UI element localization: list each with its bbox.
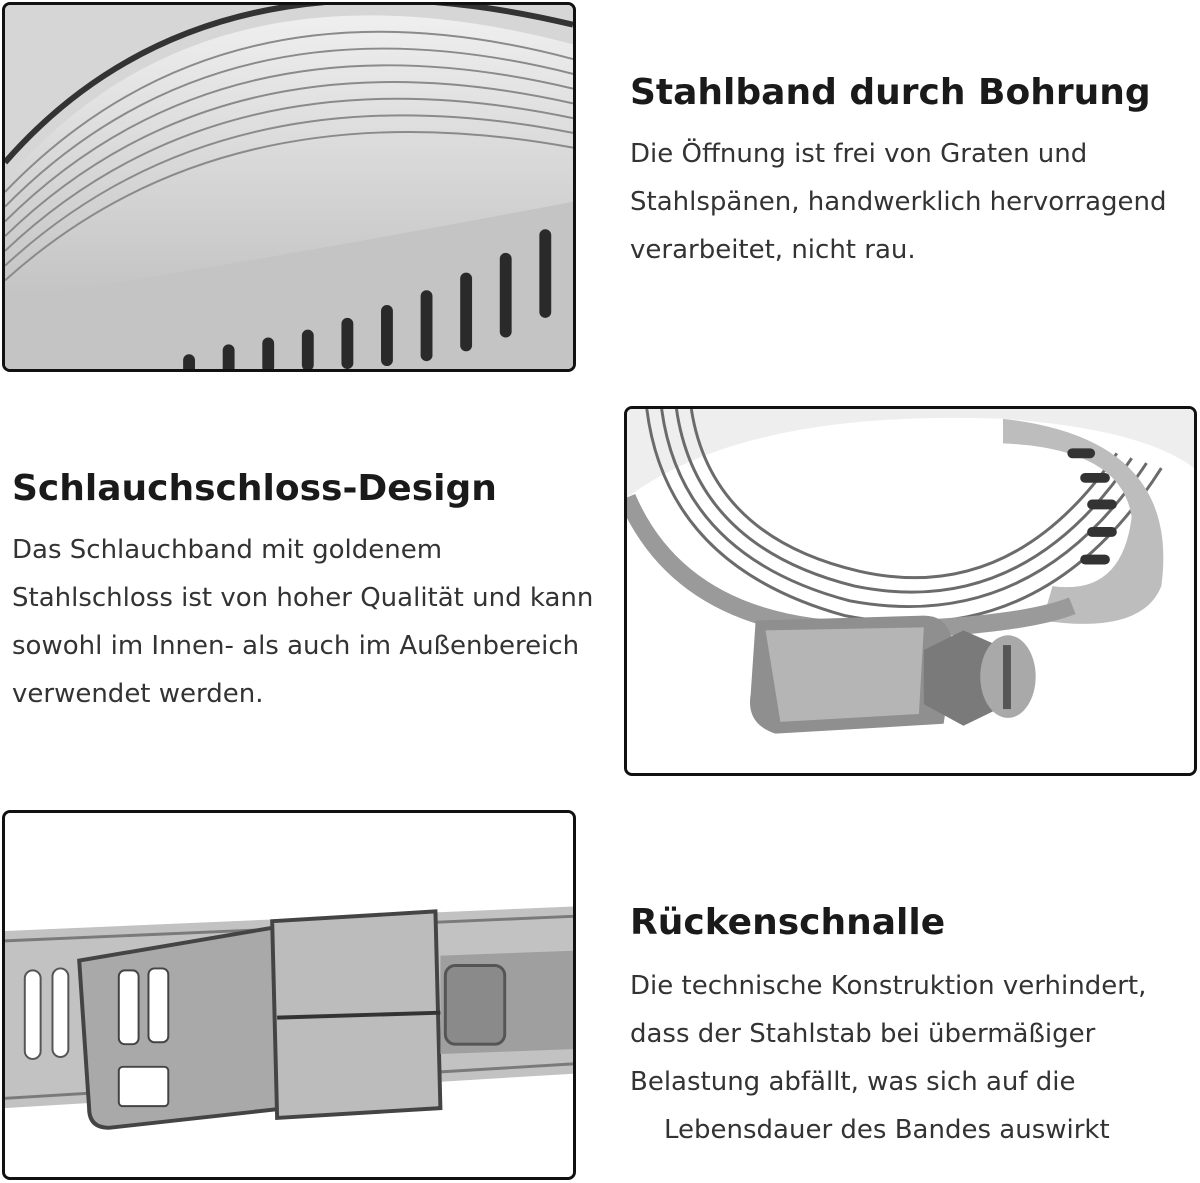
description-line: Belastung abfällt, was sich auf die — [630, 1067, 1076, 1097]
section-description — [12, 526, 593, 718]
description-line: verwendet werden. — [12, 679, 264, 709]
steel-band-coil-photo — [2, 2, 576, 372]
description-line: Stahlschloss ist von hoher Qualität und kann — [12, 583, 594, 613]
section-title: Rückenschnalle — [630, 902, 946, 943]
section-title: Stahlband durch Bohrung — [630, 72, 1151, 113]
hose-clamp-lock-photo — [624, 406, 1197, 776]
description-line: dass der Stahlstab bei übermäßiger — [630, 1019, 1096, 1049]
description-line: Die Öffnung ist frei von Graten und — [630, 139, 1088, 169]
description-line: Lebensdauer des Bandes auswirkt — [664, 1115, 1110, 1145]
description-line: Die technische Konstruktion verhindert, — [630, 971, 1147, 1001]
section-description — [630, 130, 1166, 274]
back-buckle-photo — [2, 810, 576, 1180]
description-line: Stahlspänen, handwerklich hervorragend — [630, 187, 1167, 217]
description-line: verarbeitet, nicht rau. — [630, 235, 916, 265]
description-line: sowohl im Innen- als auch im Außenbereich — [12, 631, 580, 661]
section-title: Schlauchschloss-Design — [12, 468, 497, 509]
section-description — [630, 962, 1146, 1154]
description-line: Das Schlauchband mit goldenem — [12, 535, 443, 565]
